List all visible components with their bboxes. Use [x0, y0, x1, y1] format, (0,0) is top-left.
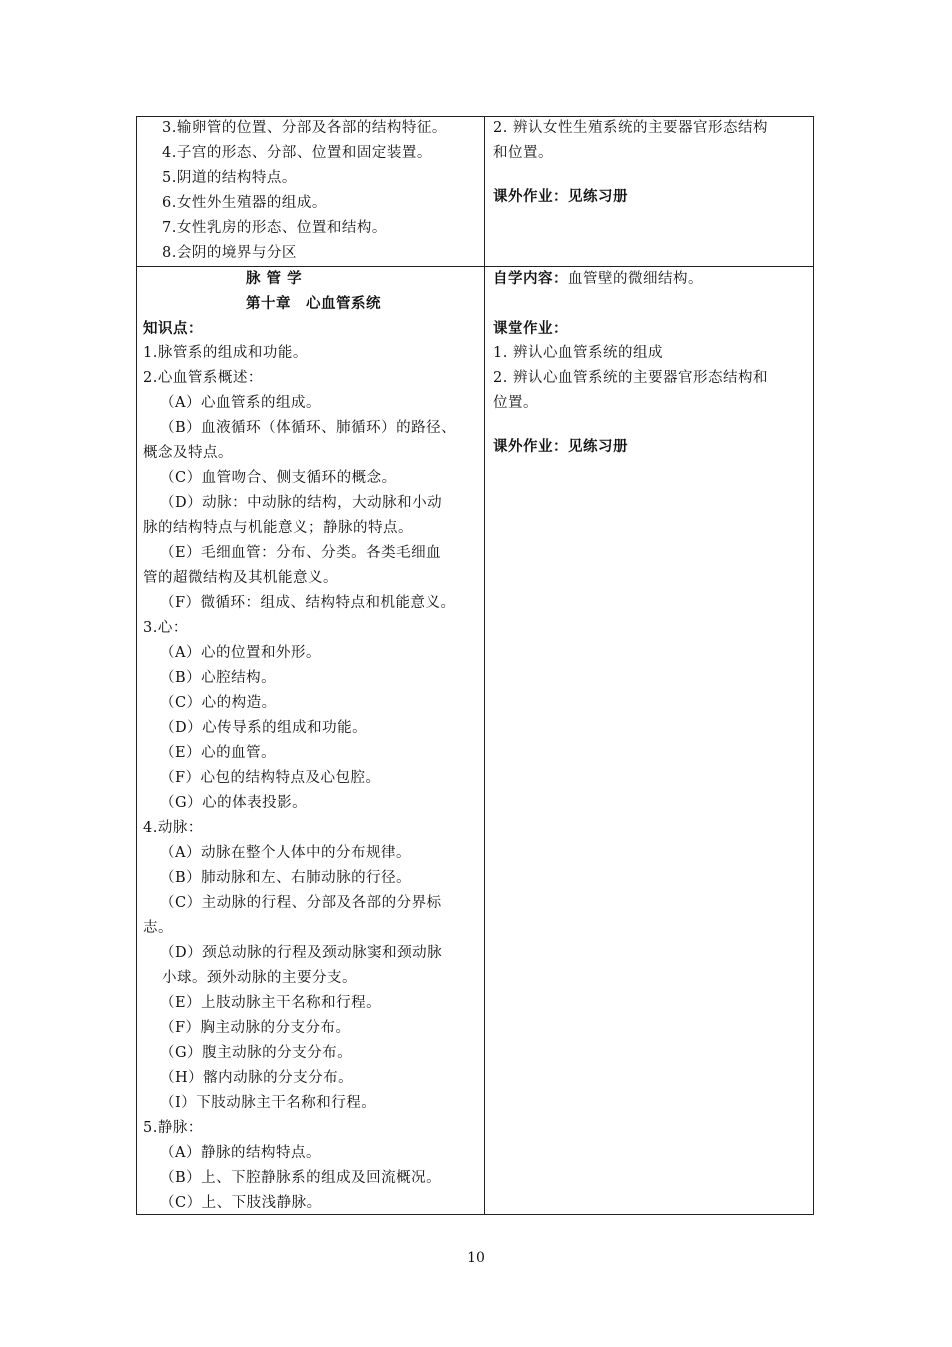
knowledge-line: （D）颈总动脉的行程及颈动脉窦和颈动脉 [160, 945, 443, 961]
classwork-label: 课堂作业： [493, 320, 568, 337]
knowledge-line: （D）动脉：中动脉的结构，大动脉和小动 [160, 495, 443, 511]
knowledge-line: （H）髂内动脉的分支分布。 [160, 1070, 354, 1086]
classwork-line: 位置。 [493, 395, 538, 411]
knowledge-line: （B）肺动脉和左、右肺动脉的行径。 [160, 870, 412, 886]
knowledge-line: （F）微循环：组成、结构特点和机能意义。 [160, 595, 456, 611]
knowledge-line: （B）上、下腔静脉系的组成及回流概况。 [160, 1170, 442, 1186]
knowledge-line: （D）心传导系的组成和功能。 [160, 720, 368, 736]
section-title: 脉 管 学 [246, 270, 303, 287]
knowledge-line: 脉的结构特点与机能意义；静脉的特点。 [143, 520, 413, 536]
knowledge-line: 志。 [143, 920, 173, 936]
knowledge-line: 2.心血管系概述： [143, 370, 263, 386]
top-homework: 课外作业：见练习册 [493, 188, 628, 205]
knowledge-line: （A）静脉的结构特点。 [160, 1145, 321, 1161]
page-number: 10 [467, 1250, 485, 1266]
knowledge-line: 小球。颈外动脉的主要分支。 [162, 970, 357, 986]
knowledge-line: （A）心的位置和外形。 [160, 645, 321, 661]
left-top-line: 8.会阴的境界与分区 [162, 245, 297, 261]
knowledge-line: （G）心的体表投影。 [160, 795, 308, 811]
left-top-line: 4.子宫的形态、分部、位置和固定装置。 [162, 145, 432, 161]
knowledge-line: （G）腹主动脉的分支分布。 [160, 1045, 353, 1061]
knowledge-line: （E）心的血管。 [160, 745, 277, 761]
left-top-line: 6.女性外生殖器的组成。 [162, 195, 327, 211]
knowledge-line: （C）上、下肢浅静脉。 [160, 1195, 322, 1211]
column-divider [484, 116, 485, 1215]
knowledge-label: 知识点： [143, 320, 203, 337]
knowledge-line: （A）动脉在整个人体中的分布规律。 [160, 845, 411, 861]
left-top-line: 3.输卵管的位置、分部及各部的结构特征。 [162, 120, 447, 136]
knowledge-line: 管的超微结构及其机能意义。 [143, 570, 338, 586]
knowledge-line: （F）胸主动脉的分支分布。 [160, 1020, 351, 1036]
knowledge-line: （B）血液循环（体循环、肺循环）的路径、 [160, 420, 457, 436]
left-top-line: 5.阴道的结构特点。 [162, 170, 297, 186]
knowledge-line: 5.静脉： [143, 1120, 203, 1136]
self-study-text: 血管壁的微细结构。 [568, 271, 703, 287]
left-top-line: 7.女性乳房的形态、位置和结构。 [162, 220, 387, 236]
knowledge-line: （E）上肢动脉主干名称和行程。 [160, 995, 382, 1011]
classwork-line: 2. 辨认心血管系统的主要器官形态结构和 [493, 370, 768, 386]
right-top-line: 和位置。 [493, 145, 553, 161]
knowledge-line: 4.动脉： [143, 820, 203, 836]
knowledge-line: （F）心包的结构特点及心包腔。 [160, 770, 381, 786]
knowledge-line: （E）毛细血管：分布、分类。各类毛细血 [160, 545, 442, 561]
row-divider [136, 266, 814, 267]
self-study-label: 自学内容： [493, 270, 568, 287]
knowledge-line: （C）主动脉的行程、分部及各部的分界标 [160, 895, 442, 911]
right-top-line: 2. 辨认女性生殖系统的主要器官形态结构 [493, 120, 768, 136]
chapter-title: 第十章 心血管系统 [246, 295, 381, 312]
knowledge-line: （C）心的构造。 [160, 695, 277, 711]
knowledge-line: （C）血管吻合、侧支循环的概念。 [160, 470, 397, 486]
homework: 课外作业：见练习册 [493, 438, 628, 455]
knowledge-line: 3.心： [143, 620, 188, 636]
self-study-row [493, 266, 703, 292]
knowledge-line: （A）心血管系的组成。 [160, 395, 321, 411]
knowledge-line: （B）心腔结构。 [160, 670, 277, 686]
knowledge-line: 概念及特点。 [143, 445, 233, 461]
classwork-line: 1. 辨认心血管系统的组成 [493, 345, 663, 361]
knowledge-line: 1.脉管系的组成和功能。 [143, 345, 308, 361]
knowledge-line: （I）下肢动脉主干名称和行程。 [160, 1095, 377, 1111]
